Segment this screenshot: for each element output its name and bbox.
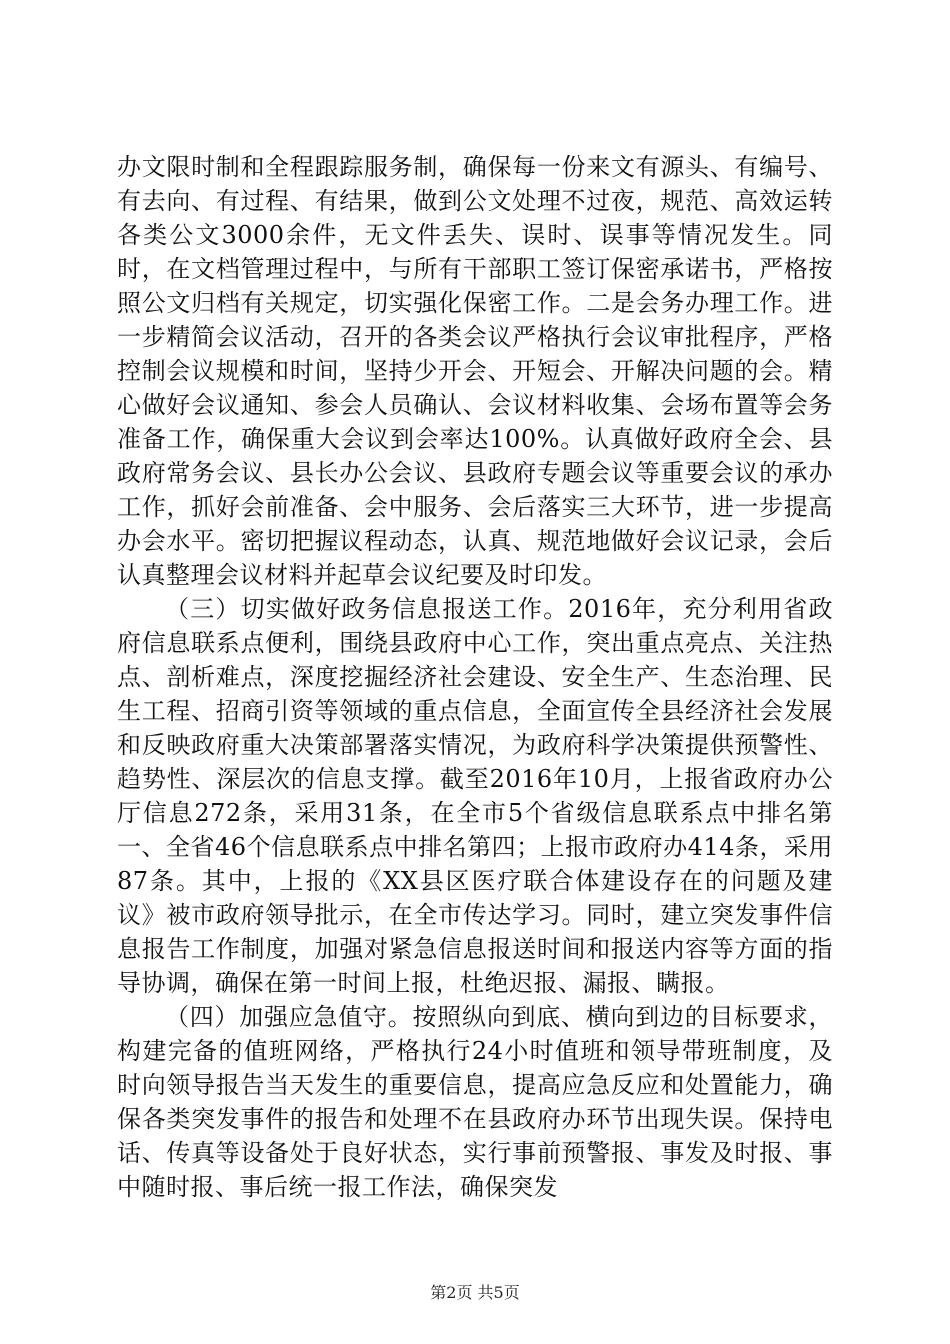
page-footer — [0, 1283, 950, 1303]
paragraph-information-reporting: （三）切实做好政务信息报送工作。2016年，充分利用省政府信息联系点便利，围绕县政府中心工作，突出重点亮点、关注热点、剖析难点，深度挖掘经济社会建设、安全生产、生态治理、民生工程、招商引资等领域的重点信息，全面宣传全县经济社会发展和反映政府重大决策部署落实情况，为政府科学决策提供预警性、趋势性、深层次的信息支撑。截至2016年10月，上报省政府办公厅信息272条，采用31条，在全市5个省级信息联系点中排名第一、全省46个信息联系点中排名第四；上报市政府办414条，采用87条。其中，上报的《XX县区医疗联合体建设存在的问题及建议》被市政府领导批示，在全市传达学习。同时，建立突发事件信息报告工作制度，加强对紧急信息报送时间和报送内容等方面的指导协调，确保在第一时间上报，杜绝迟报、漏报、瞒报。 — [117, 595, 833, 997]
paragraph-office-work: 办文限时制和全程跟踪服务制，确保每一份来文有源头、有编号、有去向、有过程、有结果，做到公文处理不过夜，规范、高效运转各类公文3000余件，无文件丢失、误时、误事等情况发生。同时，在文档管理过程中，与所有干部职工签订保密承诺书，严格按照公文归档有关规定，切实强化保密工作。二是会务办理工作。进一步精简会议活动，召开的各类会议严格执行会议审批程序，严格控制会议规模和时间，坚持少开会、开短会、开解决问题的会。精心做好会议通知、参会人员确认、会议材料收集、会场布置等会务准备工作，确保重大会议到会率达100%。认真做好政府全会、县政府常务会议、县长办公会议、县政府专题会议等重要会议的承办工作，抓好会前准备、会中服务、会后落实三大环节，进一步提高办会水平。密切把握议程动态，认真、规范地做好会议记录，会后认真整理会议材料并起草会议纪要及时印发。 — [117, 153, 833, 589]
document-body — [117, 150, 833, 1204]
page-number: 第2页 共5页 — [430, 1283, 520, 1302]
paragraph-emergency-duty: （四）加强应急值守。按照纵向到底、横向到边的目标要求，构建完备的值班网络，严格执行24小时值班和领导带班制度，及时向领导报告当天发生的重要信息，提高应急反应和处置能力，确保各类突发事件的报告和处理不在县政府办环节出现失误。保持电话、传真等设备处于良好状态，实行事前预警报、事发及时报、事中随时报、事后统一报工作法，确保突发 — [117, 1003, 833, 1201]
